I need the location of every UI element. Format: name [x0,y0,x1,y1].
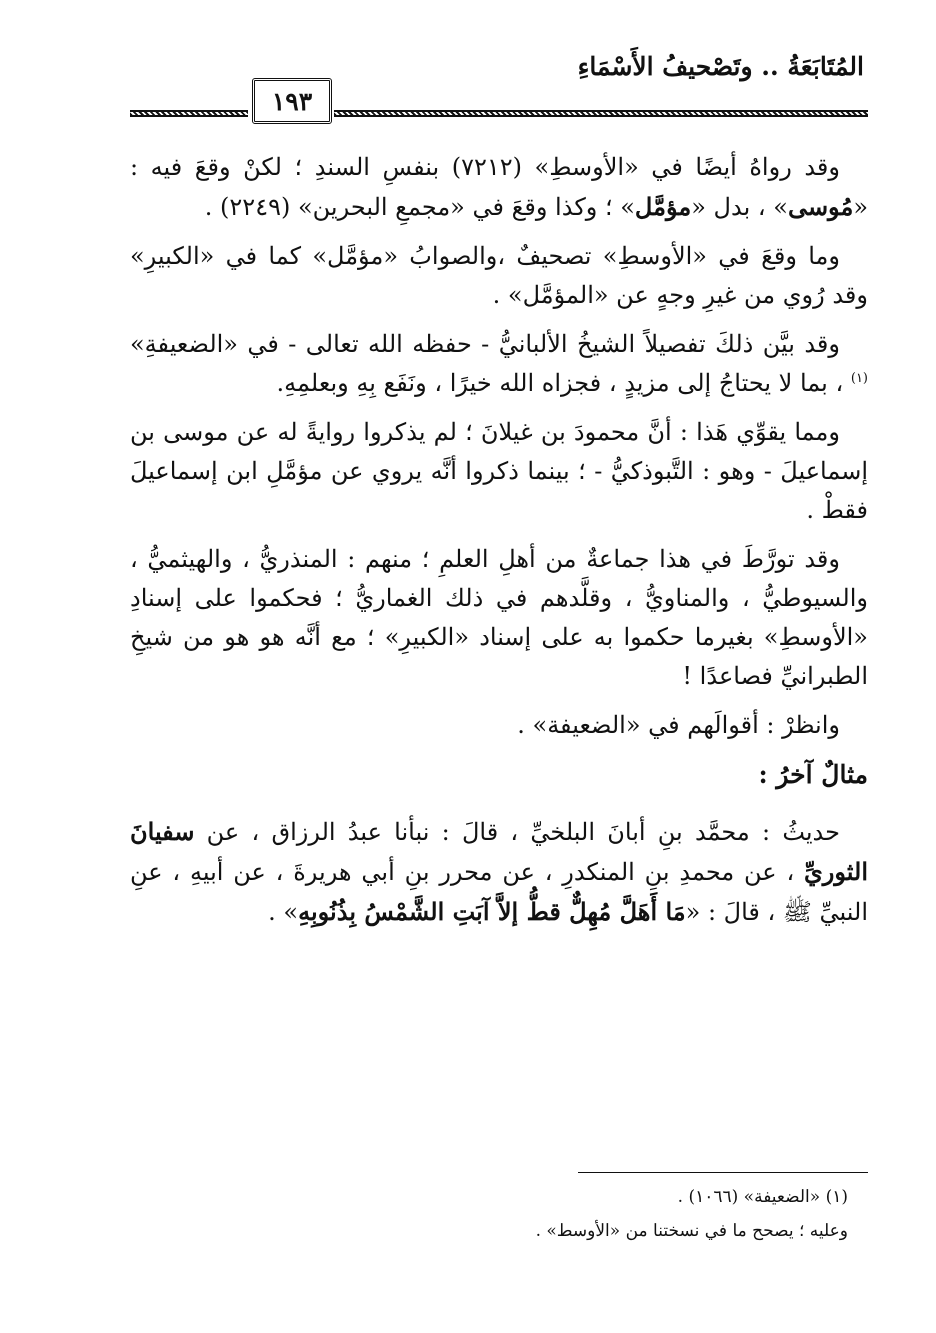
text-run: » ؛ وكذا وقعَ في «مجمعِ البحرين» (٢٢٤٩) . [204,193,635,221]
main-text [130,148,868,942]
bold-name: سفيانَ الثوريِّ [130,817,868,886]
page-number: ١٩٣ [252,78,332,124]
hadith-text: مَا أَهَلَّ مُهِلٌّ قطُّ إلاَّ آبَتِ الشَّمْسُ بِذُنُوبِهِ [298,897,686,926]
paragraph-7 [130,812,868,932]
paragraph-6: وانظرْ : أقوالَهم في «الضعيفة» . [517,711,840,739]
header-rule-right [334,110,868,117]
footnotes [300,1180,848,1248]
footnote-1-continuation: وعليه ؛ يصحح ما في نسختنا من «الأوسط» . [535,1221,848,1241]
text-run: » ، بدل « [691,193,788,221]
running-title: المُتَابَعَةُ .. وتَصْحيفُ الأَسْمَاءِ [577,52,864,81]
footnote-1: (١) «الضعيفة» (١٠٦٦) . [677,1187,848,1207]
section-heading: مثالٌ آخرُ : [758,760,868,789]
footnote-reference[interactable]: (١) [850,371,868,386]
text-run: ، عن محمدِ بنِ المنكدرِ ، عن محرر بنِ أبي هريرةَ ، عن أبيهِ ، عنِ النبيِّ ﷺ ، قالَ : « [130,858,868,926]
text-run: ، بما لا يحتاجُ إلى مزيدٍ ، فجزاه الله خيرًا ، ونَفَع بِهِ وبعلمِهِ. [276,369,851,397]
paragraph-3 [130,325,868,403]
paragraph-4: ومما يقوِّي هَذا : أنَّ محمودَ بن غيلانَ ؛ لم يذكروا روايةً له عن موسى بن إسماعيلَ - وهو : التَّبوذكيُّ - ؛ بينما ذكروا أنَّه يروي عن مؤمَّلِ ابن إسماعيلَ فقطْ . [130,418,868,524]
paragraph-5: وقد تورَّطَ في هذا جماعةٌ من أهلِ العلمِ ؛ منهم : المنذريُّ ، والهيثميُّ ، والسيوطيُّ ، والمناويُّ ، وقلَّدهم في ذلك الغماريُّ ؛ فحكموا على إسنادِ «الأوسطِ» بغيرما حكموا به على إسناد «الكبيرِ» ؛ مع أنَّه هو هو من شيخِ الطبرانيِّ فصاعدًا ! [130,545,868,690]
text-run: وقد رواهُ أيضًا في «الأوسطِ» (٧٢١٢) بنفسِ السندِ ؛ لكنْ وقعَ فيه : « [130,153,868,221]
footnote-divider [578,1172,868,1173]
bold-name: مؤمَّل [634,192,692,221]
bold-name: مُوسى [787,192,854,221]
text-run: » . [268,898,299,926]
paragraph-2: وما وقعَ في «الأوسطِ» تصحيفٌ ،والصوابُ «مؤمَّل» كما في «الكبيرِ» وقد رُوي من غيرِ وجهٍ عن «المؤمَّل» . [130,242,868,309]
text-run: حديثُ : محمَّد بنِ أبانَ البلخيِّ ، قالَ : نبأنا عبدُ الرزاق ، عن [194,818,840,846]
header-rule-left [130,110,248,117]
paragraph-1 [130,148,868,227]
text-run: وقد بيَّن ذلكَ تفصيلاً الشيخُ الألبانيُّ - حفظه الله تعالى - في «الضعيفةِ» [130,330,840,358]
